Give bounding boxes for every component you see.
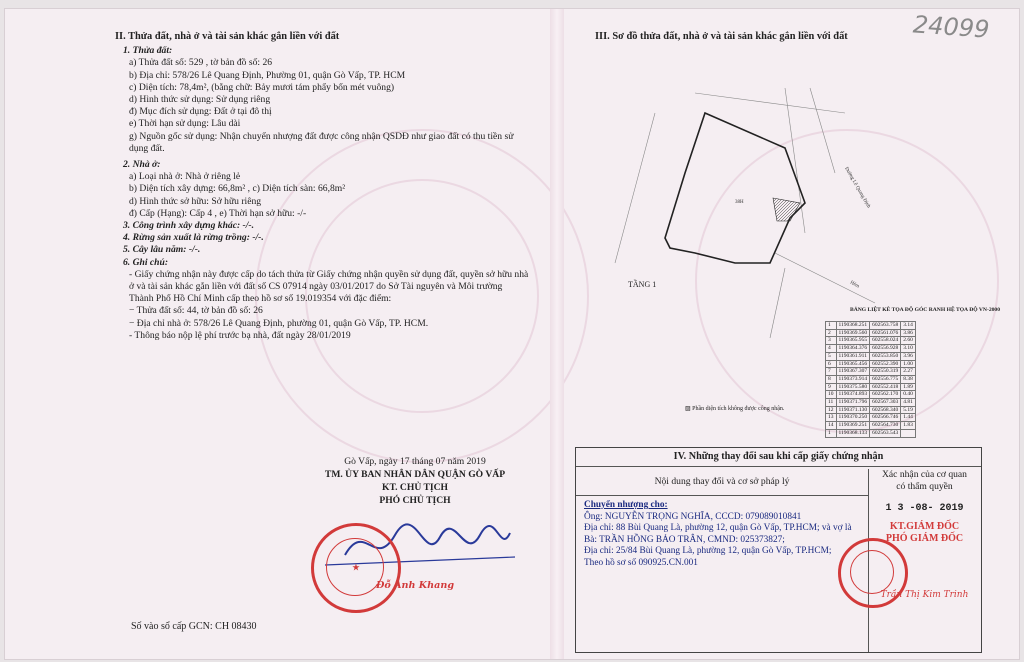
col2-header-a: Xác nhận của cơ quan [882, 469, 967, 480]
coord-cell: 2.27 [901, 368, 916, 376]
neighbor-boundary [695, 93, 845, 113]
coord-cell: 602561.076 [870, 329, 901, 337]
red-seal-left: ★ [311, 523, 401, 613]
right-page [584, 31, 1015, 660]
section2-title: II. Thửa đất, nhà ở và tài sản khác gắn liền với đất [115, 31, 340, 42]
certificate-sheet [4, 8, 1020, 660]
changes-body [576, 496, 868, 574]
coord-cell: 602556.775 [870, 375, 901, 383]
coord-cell: 1190375.580 [836, 383, 870, 391]
col2-header-b: có thẩm quyền [896, 481, 953, 492]
coord-cell: 602562.170 [870, 391, 901, 399]
excluded-area [773, 198, 800, 221]
handwritten-number: 24099 [911, 10, 990, 44]
coord-cell: 3.96 [901, 352, 916, 360]
signer-name: Đỗ Anh Khang [375, 580, 455, 591]
coord-cell: 602566.746 [870, 414, 901, 422]
coord-cell: 3.86 [901, 329, 916, 337]
note-3: - Thông báo nộp lệ phí trước bạ nhà, đất ngày 28/01/2019 [129, 329, 351, 341]
kt-title: KT. CHỦ TỊCH [381, 482, 448, 493]
coord-cell: 1190368.251 [836, 322, 870, 330]
coord-row [826, 352, 916, 360]
land-dd: đ) Mục đích sử dụng: Đất ở tại đô thị [129, 106, 272, 118]
land-e: e) Thời hạn sử dụng: Lâu dài [129, 118, 241, 130]
coord-cell: 1190370.250 [836, 414, 870, 422]
road-edge [810, 88, 835, 173]
serial-text: Số vào sổ cấp GCN: CH 08430 [131, 621, 257, 632]
coord-row [826, 414, 916, 422]
coord-row [826, 329, 916, 337]
land-d: d) Hình thức sử dụng: Sử dụng riêng [129, 94, 271, 106]
coord-cell: 1190365.955 [836, 337, 870, 345]
coord-cell: 1 [826, 322, 837, 330]
coord-cell: 602552.390 [870, 360, 901, 368]
alley-label: Hẻm [849, 280, 860, 290]
coord-row [826, 422, 916, 430]
coord-cell: 602568.340 [870, 406, 901, 414]
coord-cell: 1190373.914 [836, 375, 870, 383]
note-0: - Giấy chứng nhận này được cấp do tách thửa từ Giấy chứng nhận quyền sử dụng đất, quyền sở hữu nhà ở và tài sản khác gắn liền với đất số CS 07914 ngày 03/01/2017 do Sở Tài nguyên và Môi trường Thành Phố Hồ Chí Minh cấp theo hồ sơ số 19.019354 với đặc điểm: [129, 268, 529, 305]
changes-box [575, 447, 982, 653]
change-line-2: Địa chỉ: 88 Bùi Quang Là, phường 12, quận Gò Vấp, TP.HCM; và vợ là [584, 523, 852, 534]
coord-cell: 1.44 [901, 414, 916, 422]
confirm-signer: Trần Thị Kim Trinh [880, 590, 969, 600]
change-line-5: Theo hồ sơ số 090925.CN.001 [584, 557, 698, 568]
changes-content-col [576, 469, 869, 652]
coord-cell: 5.19 [901, 406, 916, 414]
coord-cell: 1.89 [901, 383, 916, 391]
coord-row [826, 360, 916, 368]
coord-cell: 8 [826, 375, 837, 383]
coord-cell: 602564.730 [870, 422, 901, 430]
coord-cell: 3.10 [901, 345, 916, 353]
land-heading: 1. Thửa đất: [123, 45, 173, 57]
coord-cell: 14 [826, 422, 837, 430]
coord-cell: 602550.319 [870, 368, 901, 376]
coord-cell: 1190369.560 [836, 329, 870, 337]
floor-label: TẦNG 1 [628, 280, 657, 289]
coord-row [826, 383, 916, 391]
change-line-3: Bà: TRẦN HỒNG BẢO TRÂN, CMND: 025373827; [584, 534, 785, 545]
coord-cell: 8.38 [901, 375, 916, 383]
legend-text: Phần diện tích không được công nhận. [692, 406, 785, 412]
coord-cell: 1190369.251 [836, 422, 870, 430]
house-d: d) Hình thức sở hữu: Sở hữu riêng [129, 195, 262, 207]
coord-cell: 1190374.893 [836, 391, 870, 399]
coord-row [826, 337, 916, 345]
coord-row [826, 375, 916, 383]
coord-cell: 1190371.130 [836, 406, 870, 414]
coord-cell: 1190361.911 [836, 352, 870, 360]
coord-cell: 1190364.376 [836, 345, 870, 353]
left-page [115, 31, 545, 660]
neighbor-boundary [615, 113, 655, 263]
coord-cell: 4 [826, 345, 837, 353]
page-fold [550, 9, 564, 659]
coord-row [826, 429, 916, 437]
plot-outline [665, 113, 805, 263]
red-seal-right [838, 538, 908, 608]
legend: ▨ Phần diện tích không được công nhận. [685, 406, 785, 412]
note-1: − Thửa đất số: 44, tờ bản đồ số: 26 [129, 305, 263, 317]
role-title: PHÓ CHỦ TỊCH [379, 495, 451, 506]
coord-row [826, 345, 916, 353]
coord-cell: 1.00 [901, 360, 916, 368]
kt-director: KT.GIÁM ĐỐC [889, 521, 960, 532]
coord-cell: 1190368.133 [836, 429, 870, 437]
change-line-0: Chuyển nhượng cho: [584, 500, 668, 510]
area-label: 38H [735, 200, 744, 205]
coord-cell: 13 [826, 414, 837, 422]
coord-cell: 12 [826, 406, 837, 414]
section4-title: IV. Những thay đổi sau khi cấp giấy chứng nhận [576, 448, 981, 467]
coord-cell: 602553.850 [870, 352, 901, 360]
coord-cell: 602563.758 [870, 322, 901, 330]
change-line-4: Địa chỉ: 25/84 Bùi Quang Là, phường 12, quận Gò Vấp, TP.HCM; [584, 546, 832, 557]
coord-cell: 1.83 [901, 422, 916, 430]
coord-cell: 602552.418 [870, 383, 901, 391]
serial-number [131, 621, 257, 632]
note-2: − Địa chỉ nhà ở: 578/26 Lê Quang Định, phường 01, quận Gò Vấp, TP. HCM. [129, 317, 429, 329]
sign-date: Gò Vấp, ngày 17 tháng 07 năm 2019 [344, 456, 486, 467]
coord-row [826, 406, 916, 414]
land-b: b) Địa chỉ: 578/26 Lê Quang Định, Phường 01, quận Gò Vấp, TP. HCM [129, 69, 406, 81]
org-name: TM. ỦY BAN NHÂN DÂN QUẬN GÒ VẤP [324, 469, 506, 480]
coord-row [826, 322, 916, 330]
notes-heading: 6. Ghi chú: [123, 256, 169, 268]
deputy-director: PHÓ GIÁM ĐỐC [885, 533, 964, 544]
coord-cell: 602563.543 [870, 429, 901, 437]
coord-cell: 1190367.307 [836, 368, 870, 376]
road-label: Đường Lê Quang Định [843, 166, 871, 210]
section3-title: III. Sơ đồ thửa đất, nhà ở và tài sản khác gắn liền với đất [595, 31, 848, 42]
coord-cell: 11 [826, 399, 837, 407]
house-a: a) Loại nhà ở: Nhà ở riêng lẻ [129, 171, 241, 183]
coord-cell: 7 [826, 368, 837, 376]
coord-cell: 602556.928 [870, 345, 901, 353]
land-a: a) Thửa đất số: 529 , tờ bản đồ số: 26 [129, 57, 273, 69]
coord-row [826, 399, 916, 407]
coord-row [826, 391, 916, 399]
coord-cell: 1 [826, 429, 837, 437]
coord-cell: 3 [826, 337, 837, 345]
coord-cell: 5 [826, 352, 837, 360]
coord-cell: 1190371.796 [836, 399, 870, 407]
coord-cell: 602567.303 [870, 399, 901, 407]
land-c: c) Diện tích: 78,4m², (bằng chữ: Bảy mươi tám phẩy bốn mét vuông) [129, 81, 395, 93]
coord-cell: 0.40 [901, 391, 916, 399]
coord-table [825, 321, 916, 438]
alley-edge [770, 268, 785, 338]
alley-edge [775, 253, 875, 303]
coord-cell: 4.81 [901, 399, 916, 407]
coord-cell: 602558.024 [870, 337, 901, 345]
coord-table-caption: BẢNG LIỆT KÊ TỌA ĐỘ GÓC RANH HỆ TỌA ĐỘ VN-2000 [849, 307, 1001, 313]
coord-cell: 6 [826, 360, 837, 368]
col1-header: Nội dung thay đổi và cơ sở pháp lý [576, 469, 868, 496]
coord-cell: 9 [826, 383, 837, 391]
item3: 3. Công trình xây dựng khác: -/-. [123, 220, 255, 232]
item4: 4. Rừng sản xuất là rừng trồng: -/-. [123, 232, 264, 244]
coord-cell: 10 [826, 391, 837, 399]
house-b: b) Diện tích xây dựng: 66,8m² , c) Diện tích sàn: 66,8m² [129, 183, 346, 195]
change-line-1: Ông: NGUYỄN TRỌNG NGHĨA, CCCD: 079089010841 [584, 511, 802, 522]
coord-cell: 2.60 [901, 337, 916, 345]
coord-cell: 2 [826, 329, 837, 337]
item5: 5. Cây lâu năm: -/-. [123, 244, 201, 256]
coord-row [826, 368, 916, 376]
coord-cell [901, 429, 916, 437]
land-g: g) Nguồn gốc sử dụng: Nhận chuyển nhượng đất được công nhận QSDĐ như giao đất có thu tiền sử dụng đất. [129, 130, 514, 154]
coord-cell: 3.14 [901, 322, 916, 330]
house-dd: đ) Cấp (Hạng): Cấp 4 , e) Thời hạn sở hữu: -/- [129, 207, 307, 219]
confirm-date: 1 3 -08- 2019 [885, 503, 964, 514]
house-heading: 2. Nhà ở: [123, 159, 161, 171]
coord-cell: 1190365.456 [836, 360, 870, 368]
